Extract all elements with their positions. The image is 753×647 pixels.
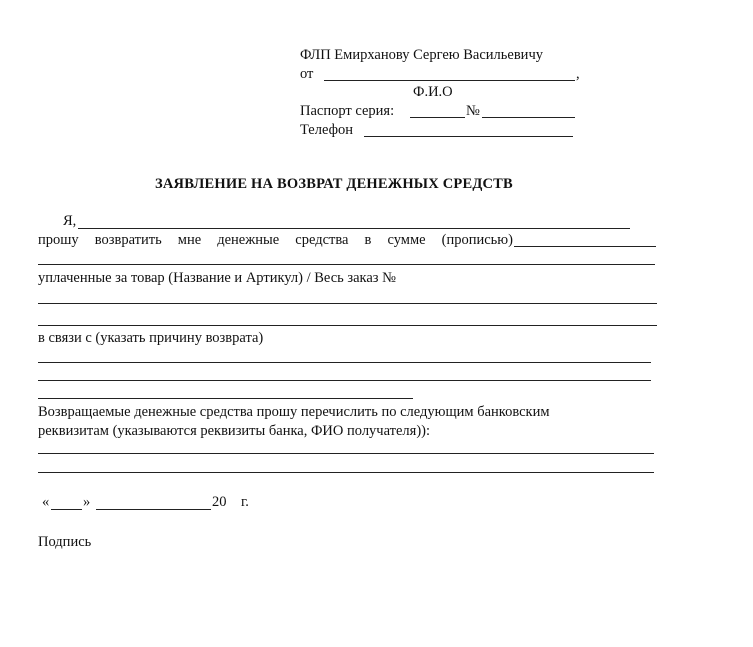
request-text — [38, 232, 513, 248]
request-word: средства — [295, 232, 349, 248]
passport-number-line[interactable] — [482, 117, 575, 118]
applicant-name-line[interactable] — [78, 228, 630, 229]
request-word: денежные — [217, 232, 280, 248]
phone-label: Телефон — [300, 122, 353, 138]
request-word: сумме — [387, 232, 426, 248]
date-day-line[interactable] — [51, 509, 82, 510]
reason-line-3[interactable] — [38, 398, 413, 399]
phone-line[interactable] — [364, 136, 573, 137]
passport-label: Паспорт серия: — [300, 103, 395, 119]
paid-for-label: уплаченные за товар (Название и Артикул) / Весь заказ № — [38, 270, 396, 286]
amount-words-line-2[interactable] — [38, 264, 655, 265]
bank-text-line-2: реквизитам (указываются реквизиты банка, ФИО получателя)): — [38, 423, 431, 439]
bank-details-line-1[interactable] — [38, 453, 654, 454]
date-quote-open: « — [42, 494, 50, 510]
request-word: мне — [177, 232, 202, 248]
from-comma: , — [576, 66, 580, 82]
bank-details-line-2[interactable] — [38, 472, 654, 473]
request-word: в — [364, 232, 372, 248]
date-month-line[interactable] — [96, 509, 211, 510]
date-year-prefix: 20 — [212, 494, 227, 510]
addressee: ФЛП Емирханову Сергею Васильевичу — [300, 47, 543, 63]
product-line-2[interactable] — [38, 325, 657, 326]
signature-label: Подпись — [38, 534, 92, 550]
document-title: ЗАЯВЛЕНИЕ НА ВОЗВРАТ ДЕНЕЖНЫХ СРЕДСТВ — [155, 176, 513, 192]
date-year-suffix: г. — [241, 494, 249, 510]
request-word: возвратить — [94, 232, 162, 248]
from-label: от — [300, 66, 314, 82]
i-label: Я, — [63, 213, 77, 229]
passport-number-label: № — [466, 103, 480, 119]
amount-words-line[interactable] — [514, 246, 656, 247]
request-word: прошу — [38, 232, 79, 248]
name-caption: Ф.И.О — [413, 84, 453, 100]
bank-text-line-1: Возвращаемые денежные средства прошу перечислить по следующим банковским — [38, 404, 550, 420]
date-quote-close: » — [83, 494, 91, 510]
product-line-1[interactable] — [38, 303, 657, 304]
passport-series-line[interactable] — [410, 117, 465, 118]
reason-line-1[interactable] — [38, 362, 651, 363]
reason-line-2[interactable] — [38, 380, 651, 381]
request-word: (прописью) — [441, 232, 513, 248]
from-name-line[interactable] — [324, 80, 575, 81]
reason-label: в связи с (указать причину возврата) — [38, 330, 264, 346]
